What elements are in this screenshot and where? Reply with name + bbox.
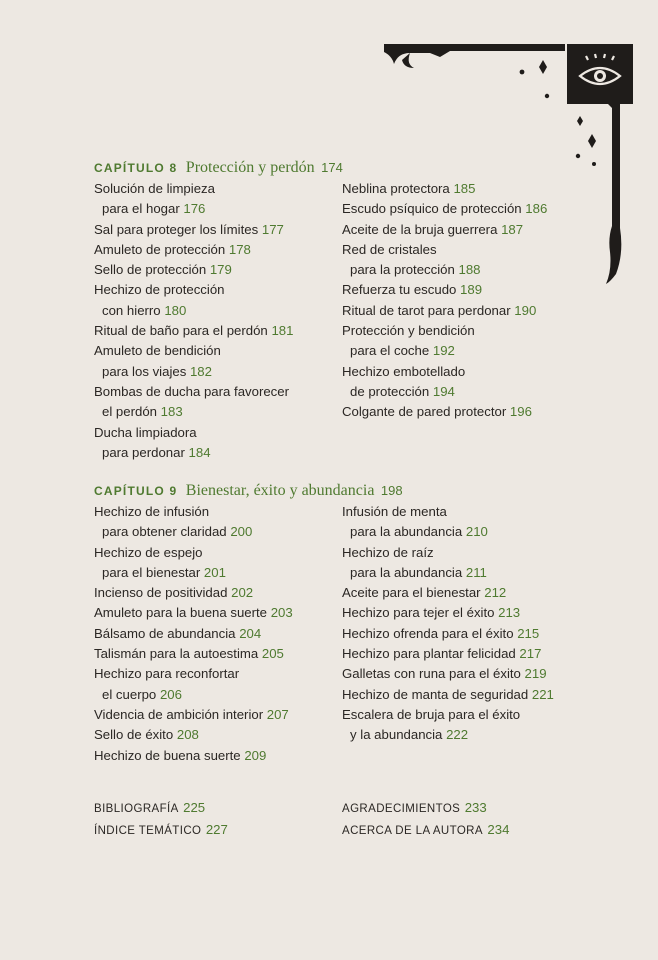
toc-entry-continuation[interactable]	[342, 382, 622, 402]
entry-page-number: 233	[464, 800, 487, 815]
entry-page-number: 192	[432, 343, 455, 359]
entry-page-number: 213	[498, 605, 521, 621]
entry-title: el cuerpo	[102, 686, 157, 702]
entry-title: con hierro	[102, 302, 161, 318]
toc-entry[interactable]	[342, 240, 622, 260]
toc-entry[interactable]	[94, 664, 334, 684]
entry-title: Refuerza tu escudo	[342, 282, 457, 298]
toc-entry[interactable]	[342, 362, 622, 382]
entry-page-number: 234	[487, 822, 510, 837]
toc-entry[interactable]	[342, 220, 622, 240]
entry-title: para los viajes	[102, 363, 187, 379]
entry-title: Sello de éxito	[94, 727, 174, 743]
toc-entry-acknowledgements[interactable]	[342, 797, 487, 819]
entry-title: Ritual de baño para el perdón	[94, 323, 268, 339]
entry-title: Ducha limpiadora	[94, 424, 197, 440]
toc-entry-continuation[interactable]	[94, 522, 334, 542]
toc-entry[interactable]	[342, 179, 622, 199]
toc-entry-continuation[interactable]	[94, 199, 334, 219]
entry-page-number: 189	[460, 282, 483, 298]
entry-page-number: 187	[501, 221, 524, 237]
toc-column-right	[342, 502, 622, 746]
entry-label: ACERCA DE LA AUTORA	[342, 825, 483, 837]
entry-page-number: 179	[209, 262, 232, 278]
entry-page-number: 206	[159, 686, 182, 702]
entry-page-number: 184	[188, 444, 211, 460]
entry-title: para el bienestar	[102, 564, 201, 580]
toc-entry-continuation[interactable]	[94, 362, 334, 382]
entry-title: Amuleto para la buena suerte	[94, 605, 268, 621]
entry-page-number: 215	[517, 625, 540, 641]
toc-entry[interactable]	[94, 321, 334, 341]
entry-page-number: 227	[205, 822, 228, 837]
entry-title: Escudo psíquico de protección	[342, 201, 522, 217]
chapter-label: CAPÍTULO 9	[94, 484, 178, 498]
entry-title: Colgante de pared protector	[342, 404, 507, 420]
entry-title: el perdón	[102, 404, 157, 420]
chapter-page-number: 198	[380, 483, 403, 498]
entry-page-number: 222	[446, 727, 469, 743]
toc-entry-continuation[interactable]	[94, 402, 334, 422]
chapter-page-number: 174	[321, 160, 343, 175]
entry-title: Aceite para el bienestar	[342, 585, 481, 601]
entry-page-number: 186	[525, 201, 548, 217]
toc-entry[interactable]	[94, 603, 334, 623]
toc-entry[interactable]	[342, 543, 622, 563]
toc-entry-continuation[interactable]	[342, 563, 622, 583]
entry-title: Hechizo para reconfortar	[94, 666, 240, 682]
entry-title: Hechizo embotellado	[342, 363, 466, 379]
entry-title: Bálsamo de abundancia	[94, 625, 236, 641]
toc-entry[interactable]	[94, 260, 334, 280]
entry-title: Infusión de menta	[342, 504, 447, 519]
chapter-heading[interactable]	[94, 480, 614, 502]
toc-entry[interactable]	[94, 746, 334, 766]
toc-entry-continuation[interactable]	[342, 260, 622, 280]
entry-page-number: 203	[270, 605, 293, 621]
toc-entry[interactable]	[342, 321, 622, 341]
chapter-9	[94, 480, 614, 763]
toc-entry[interactable]	[342, 624, 622, 644]
entry-title: para el coche	[350, 343, 430, 359]
toc-entry[interactable]	[342, 603, 622, 623]
entry-page-number: 221	[531, 686, 554, 702]
toc-entry-continuation[interactable]	[342, 725, 622, 745]
toc-entry[interactable]	[94, 280, 334, 300]
toc-entry-about-author[interactable]	[342, 819, 509, 841]
entry-page-number: 217	[519, 646, 542, 662]
entry-title: Hechizo de raíz	[342, 544, 434, 560]
toc-entry-continuation[interactable]	[94, 443, 334, 463]
entry-title: Bombas de ducha para favorecer	[94, 383, 289, 399]
toc-entry[interactable]	[94, 341, 334, 361]
entry-title: para la abundancia	[350, 564, 463, 580]
entry-page-number: 201	[203, 564, 226, 580]
chapter-label: CAPÍTULO 8	[94, 161, 178, 175]
toc-column-left	[94, 179, 334, 463]
entry-title: Galletas con runa para el éxito	[342, 666, 521, 682]
toc-entry[interactable]	[342, 301, 622, 321]
toc-entry-bibliography[interactable]	[94, 797, 205, 819]
toc-entry[interactable]	[342, 199, 622, 219]
entry-page-number: 178	[228, 241, 251, 257]
toc-entry-continuation[interactable]	[342, 341, 622, 361]
entry-page-number: 190	[514, 302, 537, 318]
entry-title: Videncia de ambición interior	[94, 706, 264, 722]
back-matter	[94, 797, 614, 841]
toc-entry[interactable]	[342, 664, 622, 684]
toc-entry[interactable]	[342, 502, 622, 522]
entry-page-number: 212	[484, 585, 507, 601]
entry-title: para la abundancia	[350, 524, 463, 540]
entry-title: para el hogar	[102, 201, 180, 217]
toc-entry[interactable]	[342, 644, 622, 664]
entry-title: Hechizo de espejo	[94, 544, 203, 560]
entry-title: Hechizo de manta de seguridad	[342, 686, 529, 702]
toc-entry[interactable]	[94, 543, 334, 563]
entry-title: para perdonar	[102, 444, 185, 460]
chapter-title: Bienestar, éxito y abundancia	[185, 482, 375, 499]
toc-entry[interactable]	[94, 725, 334, 745]
entry-title: Talismán para la autoestima	[94, 646, 259, 662]
toc-column-left	[94, 502, 334, 766]
entry-page-number: 211	[465, 564, 487, 580]
entry-title: Hechizo de buena suerte	[94, 747, 241, 763]
chapter-title: Protección y perdón	[185, 159, 315, 176]
entry-title: Amuleto de bendición	[94, 343, 221, 359]
entry-page-number: 210	[465, 524, 488, 540]
entry-title: Ritual de tarot para perdonar	[342, 302, 511, 318]
entry-page-number: 208	[176, 727, 199, 743]
entry-page-number: 204	[239, 625, 262, 641]
entry-title: Protección y bendición	[342, 323, 475, 339]
entry-title: y la abundancia	[350, 727, 443, 743]
entry-label: ÍNDICE TEMÁTICO	[94, 825, 202, 837]
entry-page-number: 176	[183, 201, 206, 217]
toc-entry[interactable]	[342, 583, 622, 603]
toc-entry[interactable]	[94, 179, 334, 199]
entry-title: de protección	[350, 383, 430, 399]
toc-entry[interactable]	[342, 280, 622, 300]
toc-entry-continuation[interactable]	[94, 563, 334, 583]
toc-entry[interactable]	[94, 502, 334, 522]
toc-entry[interactable]	[94, 644, 334, 664]
toc-entry[interactable]	[342, 402, 622, 422]
entry-title: Hechizo de protección	[94, 282, 225, 298]
entry-label: AGRADECIMIENTOS	[342, 803, 461, 815]
entry-page-number: 205	[261, 646, 284, 662]
entry-title: Sello de protección	[94, 262, 207, 278]
entry-title: Solución de limpieza	[94, 181, 215, 196]
entry-title: para obtener claridad	[102, 524, 227, 540]
entry-page-number: 180	[164, 302, 187, 318]
toc-entry[interactable]	[94, 382, 334, 402]
toc-entry[interactable]	[94, 705, 334, 725]
entry-page-number: 200	[230, 524, 253, 540]
entry-page-number: 202	[231, 585, 254, 601]
entry-page-number: 225	[183, 800, 206, 815]
toc-entry-index[interactable]	[94, 819, 228, 841]
entry-title: Neblina protectora	[342, 181, 450, 196]
entry-page-number: 188	[458, 262, 481, 278]
entry-title: para la protección	[350, 262, 455, 278]
chapter-8	[94, 157, 614, 460]
entry-title: Sal para proteger los límites	[94, 221, 259, 237]
entry-title: Hechizo para tejer el éxito	[342, 605, 495, 621]
toc-entry[interactable]	[342, 705, 622, 725]
entry-page-number: 181	[271, 323, 294, 339]
entry-title: Hechizo ofrenda para el éxito	[342, 625, 514, 641]
entry-page-number: 185	[453, 181, 476, 196]
entry-label: BIBLIOGRAFÍA	[94, 803, 179, 815]
entry-title: Red de cristales	[342, 241, 437, 257]
toc-entry[interactable]	[94, 220, 334, 240]
entry-title: Hechizo de infusión	[94, 504, 210, 519]
entry-page-number: 209	[244, 747, 267, 763]
toc-entry[interactable]	[94, 624, 334, 644]
toc-entry[interactable]	[342, 685, 622, 705]
entry-title: Amuleto de protección	[94, 241, 226, 257]
toc-entry[interactable]	[94, 423, 334, 443]
entry-title: Incienso de positividad	[94, 585, 228, 601]
toc-entry[interactable]	[94, 583, 334, 603]
entry-page-number: 183	[160, 404, 183, 420]
chapter-heading[interactable]	[94, 157, 614, 179]
entry-page-number: 182	[189, 363, 212, 379]
entry-page-number: 219	[524, 666, 547, 682]
entry-title: Aceite de la bruja guerrera	[342, 221, 498, 237]
entry-page-number: 177	[261, 221, 284, 237]
toc-column-right	[342, 179, 622, 423]
entry-page-number: 196	[509, 404, 532, 420]
toc-entry-continuation[interactable]	[94, 685, 334, 705]
entry-page-number: 194	[432, 383, 455, 399]
toc-entry-continuation[interactable]	[94, 301, 334, 321]
toc-entry-continuation[interactable]	[342, 522, 622, 542]
entry-title: Hechizo para plantar felicidad	[342, 646, 516, 662]
toc-entry[interactable]	[94, 240, 334, 260]
entry-page-number: 207	[266, 706, 289, 722]
entry-title: Escalera de bruja para el éxito	[342, 706, 521, 722]
